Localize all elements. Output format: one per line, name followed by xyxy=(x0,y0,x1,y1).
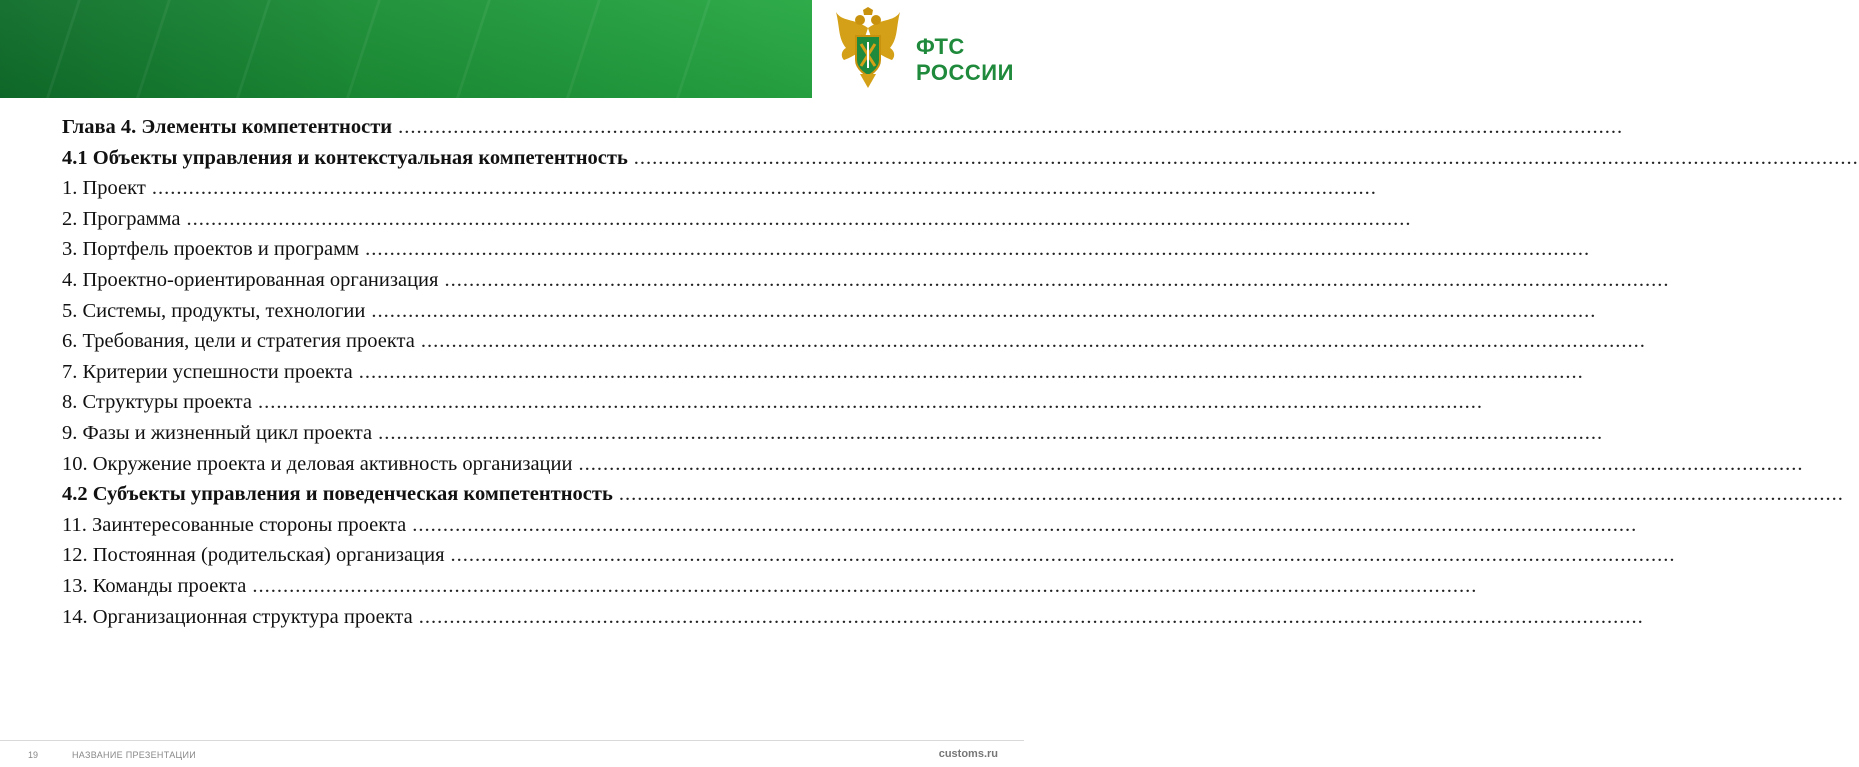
toc-entry-text: 4.1 Объекты управления и контекстуальная компетентность xyxy=(62,146,628,169)
toc-entry xyxy=(62,238,1591,269)
toc-dot-leader: ........................................................................................................................................................................................................ xyxy=(252,574,1478,597)
toc-dot-leader: ........................................................................................................................................................................................................ xyxy=(418,605,1644,628)
footer-divider xyxy=(0,740,1024,741)
toc-dot-leader: ........................................................................................................................................................................................................ xyxy=(420,330,1646,353)
logo-line-2: РОССИИ xyxy=(916,60,1014,85)
double-headed-eagle-emblem-icon xyxy=(834,8,902,90)
toc-entry-text: 8. Структуры проекта xyxy=(62,391,252,414)
toc-entry-text: 1. Проект xyxy=(62,177,146,200)
toc-entry xyxy=(62,299,1597,331)
toc-dot-leader: ........................................................................................................................................................................................................ xyxy=(412,513,1638,536)
toc-entry-text: 2. Программа xyxy=(62,207,181,230)
toc-dot-leader: ........................................................................................................................................................................................................ xyxy=(151,177,1377,200)
toc-entry-text: 3. Портфель проектов и программ xyxy=(62,238,360,261)
toc-entry xyxy=(62,391,1483,422)
header-banner xyxy=(0,0,812,98)
toc-entry xyxy=(62,544,1676,575)
logo xyxy=(812,0,1024,98)
toc-entry xyxy=(62,177,1377,208)
page-number: 19 xyxy=(28,750,39,760)
toc-entry xyxy=(62,268,1670,300)
toc-entry xyxy=(62,513,1638,545)
toc-entry xyxy=(62,330,1646,361)
toc-entry xyxy=(62,207,1412,239)
toc-entry-text: 4.2 Субъекты управления и поведенческая компетентность xyxy=(62,483,613,506)
toc-entry xyxy=(62,483,1844,514)
logo-line-1: ФТС xyxy=(916,34,965,59)
toc-dot-leader: ........................................................................................................................................................................................................ xyxy=(378,421,1604,444)
toc-dot-leader: ........................................................................................................................................................................................................ xyxy=(365,238,1591,261)
presentation-name: НАЗВАНИЕ ПРЕЗЕНТАЦИИ xyxy=(72,750,197,760)
toc-dot-leader: ........................................................................................................................................................................................................ xyxy=(578,452,1804,475)
toc-entry-text: 4. Проектно-ориентированная организация xyxy=(62,268,439,291)
toc-entry xyxy=(62,116,1624,147)
toc-entry xyxy=(62,605,1644,637)
toc-entry-text: Глава 4. Элементы компетентности xyxy=(62,116,393,138)
toc-dot-leader: ........................................................................................................................................................................................................ xyxy=(450,544,1676,567)
toc-dot-leader: ........................................................................................................................................................................................................ xyxy=(371,299,1597,322)
toc-dot-leader: ........................................................................................................................................................................................................ xyxy=(186,207,1412,230)
toc-entry xyxy=(62,574,1478,606)
toc-entry-text: 14. Организационная структура проекта xyxy=(62,605,413,628)
site-url: customs.ru xyxy=(938,748,998,760)
toc-dot-leader: ........................................................................................................................................................................................................ xyxy=(633,146,1859,169)
toc-entry xyxy=(62,452,1804,484)
logo-text xyxy=(916,34,1014,86)
toc-entry-text: 13. Команды проекта xyxy=(62,574,247,597)
toc-dot-leader: ........................................................................................................................................................................................................ xyxy=(358,360,1584,383)
toc-entry-text: 11. Заинтересованные стороны проекта xyxy=(62,513,407,536)
toc-entry xyxy=(62,146,1859,178)
toc-entry xyxy=(62,360,1584,392)
toc-dot-leader: ........................................................................................................................................................................................................ xyxy=(618,483,1844,506)
toc-dot-leader: ........................................................................................................................................................................................................ xyxy=(444,268,1670,291)
toc-entry-text: 9. Фазы и жизненный цикл проекта xyxy=(62,421,373,444)
toc-dot-leader: ........................................................................................................................................................................................................ xyxy=(257,391,1483,414)
toc-entry-text: 6. Требования, цели и стратегия проекта xyxy=(62,330,415,353)
toc-entry-text: 7. Критерии успешности проекта xyxy=(62,360,353,383)
toc-entry-text: 12. Постоянная (родительская) организация xyxy=(62,544,445,567)
toc-entry-text: 5. Системы, продукты, технологии xyxy=(62,299,366,322)
toc-entry-text: 10. Окружение проекта и деловая активность организации xyxy=(62,452,573,475)
toc-entry xyxy=(62,421,1604,453)
toc-dot-leader: ........................................................................................................................................................................................................ xyxy=(398,116,1624,138)
table-of-contents xyxy=(62,116,1859,636)
